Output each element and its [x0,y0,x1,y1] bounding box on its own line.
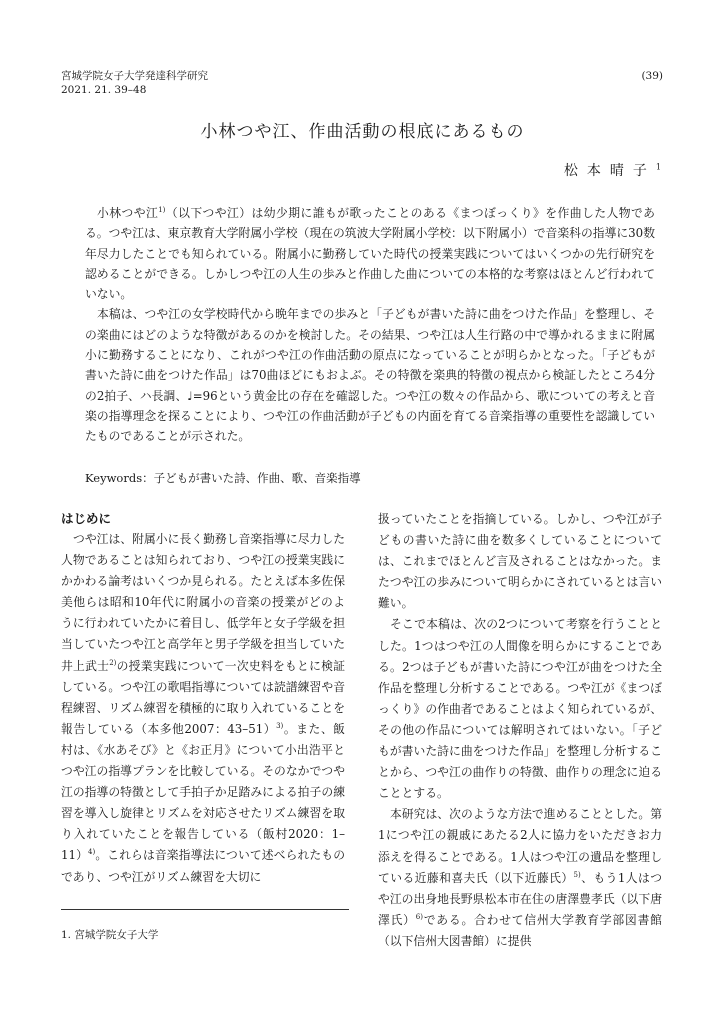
section-heading: はじめに [61,511,112,526]
author [564,160,661,180]
footnote-ref: 2) [109,658,117,667]
author-name: 松本晴子 [563,163,656,179]
footnote-ref: 5) [573,870,581,879]
body-paragraph: そこで本稿は、次の2つについて考察を行うこととした。1つはつや江の人間像を明らかにすることである。2つは子どもが書いた詩につや江が曲をつけた全作品を整理し分析することである。つや江が《まつぼっくり》の作曲者であることはよく知られているが、その他の作品については解明されてはいない。「子どもが書いた詩に曲をつけた作品」を整理し分析することから、つや江の曲作りの特徴、曲作りの理念に迫ることとする。 [378,617,662,801]
footnote-divider [61,909,349,910]
footnote-ref: 4) [88,848,96,857]
page-number: (39) [641,70,663,82]
footnote-ref: 3) [276,721,284,730]
abstract-paragraph-1: 小林つや江$^{1)}$（以下つや江）は幼少期に誰もが歌ったことのある《まつぼっくり》を作曲した人物である。つや江は、東京教育大学附属小学校（現在の筑波大学附属小学校：以下附属小）で音楽科の指導に30数年尽力したことでも知られている。附属小に勤務していた時代の授業実践についてはいくつかの先行研究を認めることができる。しかしつや江の人生の歩みと作曲した曲についての本格的な考察はほとんど行われていない。 [85,206,655,302]
footnote-ref: 1) [158,206,166,215]
body-paragraph: 本研究は、次のような方法で進めることとした。第1につや江の親戚にあたる2人に協力をいただきお力添えを得ることである。1人はつや江の遺品を整理している近藤和喜夫氏（以下近藤氏）$^{5)}$、もう1人はつや江の出身地長野県松本市在住の唐澤豊孝氏（以下唐澤氏）$^{6)}$である。合わせて信州大学教育学部図書館（以下信州大図書館）に提供 [378,807,662,948]
footnote-ref: 6) [415,912,423,921]
abstract-paragraph-2: 本稿は、つや江の女学校時代から晩年までの歩みと「子どもが書いた詩に曲をつけた作品」を整理し、その楽曲にはどのような特徴があるのかを検討した。その結果、つや江は人生行路の中で導かれるままに附属小に勤務することになり、これがつや江の作曲活動の原点になっていることが明らかとなった。「子どもが書いた詩に曲をつけた作品」は70曲ほどにもおよぶ。その特徴を楽典的特徴の視点から検証したところ4分の2拍子、ハ長調、♩=96という黄金比の存在を確認した。つや江の数々の作品から、歌についての考えと音楽の指導理念を探ることにより、つや江の作曲活動が子どもの内面を育てる音楽指導の重要性を認識していたものであることが示された。 [85,307,655,444]
body-paragraph: つや江は、附属小に長く勤務し音楽指導に尽力した人物であることは知られており、つや江の授業実践にかかわる論考はいくつか見られる。たとえば本多佐保美他らは昭和10年代に附属小の音楽の授業がどのように行われていたかに着目し、低学年と女子学級を担当していたつや江と高学年と男子学級を担当していた井上武士$^{2)}$の授業実践について一次史料をもとに検証している。つや江の歌唱指導については読譜練習や音程練習、リズム練習を積極的に取り入れていることを報告している（本多他2007：43–51）$^{3)}$。また、飯村は、《水あそび》と《お正月》について小出浩平とつや江の指導プランを比較している。そのなかでつや江の指導の特徴として手拍子か足踏みによる拍子の練習を導入し旋律とリズムを対応させたリズム練習を取り入れていたことを報告している（飯村2020：1–11）$^{4)}$。これらは音楽指導法について述べられたものであり、つや江がリズム練習を大切に [61,532,346,884]
body-column-right [378,509,662,952]
running-header [61,69,208,97]
body-paragraph: 扱っていたことを指摘している。しかし、つや江が子どもの書いた詩に曲を数多くしていることについては、これまでほとんど言及されることはなかった。またつや江の歩みについて明らかにされているとは言い難い。 [378,512,662,611]
body-column-left [61,509,345,888]
abstract [85,203,655,447]
journal-name: 宮城学院女子大学発達科学研究 [61,70,208,82]
footnote: 1. 宮城学院女子大学 [61,929,159,941]
keywords: Keywords：子どもが書いた詩、作曲、歌、音楽指導 [85,471,361,485]
author-affiliation-mark: 1 [655,162,661,172]
citation: 2021. 21. 39–48 [61,84,147,96]
paper-title: 小林つや江、作曲活動の根底にあるもの [200,122,525,142]
